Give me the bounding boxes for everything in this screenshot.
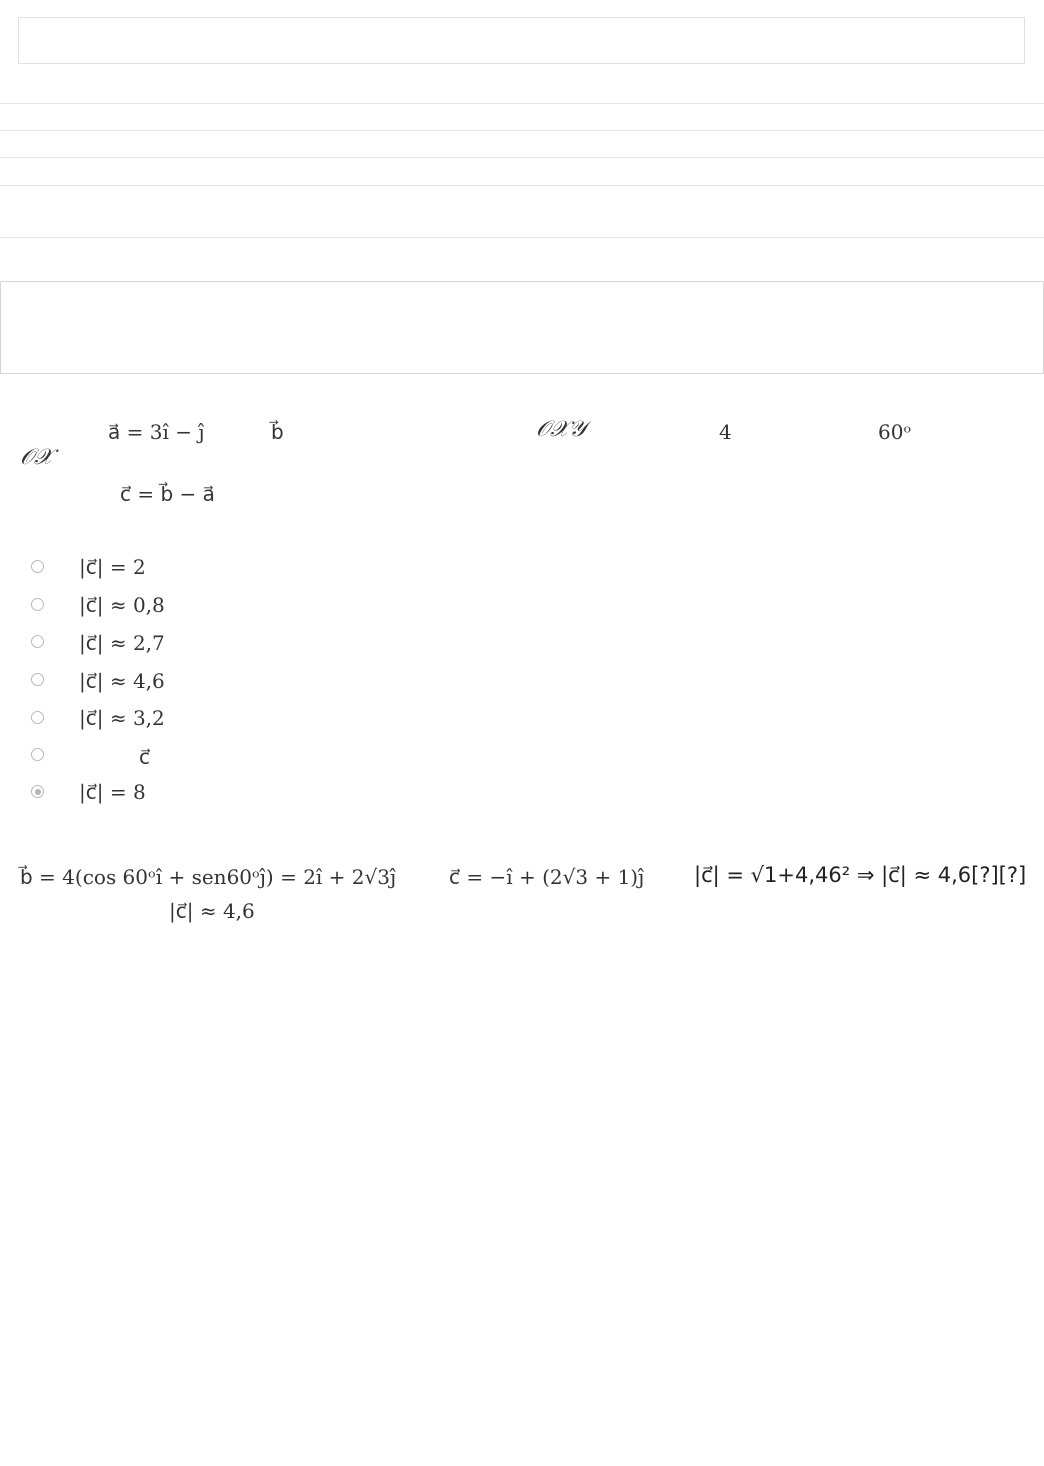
vector-b-symbol: b⃗ (271, 420, 284, 444)
option-label[interactable]: |c⃗| ≈ 4,6 (79, 669, 165, 693)
option-radio[interactable] (31, 711, 44, 724)
b-expression: b⃗ = 4(cos 60ᵒî + sen60ᵒĵ) = 2î + 2√3ĵ (20, 865, 397, 889)
vector-a-expression: a⃗ = 3î − ĵ (108, 420, 205, 444)
option-radio[interactable] (31, 560, 44, 573)
option-radio-selected[interactable] (31, 785, 44, 798)
angle-value: 60ᵒ (878, 420, 912, 444)
divider (0, 103, 1044, 104)
option-label[interactable]: |c⃗| = 8 (79, 780, 146, 804)
option-label[interactable]: c⃗ (139, 745, 150, 769)
option-label[interactable]: |c⃗| ≈ 2,7 (79, 631, 165, 655)
divider (0, 185, 1044, 186)
option-radio[interactable] (31, 748, 44, 761)
option-label[interactable]: |c⃗| ≈ 3,2 (79, 706, 165, 730)
c-expression: c⃗ = −î + (2√3 + 1)ĵ (449, 865, 645, 889)
axis-symbol: 𝒪𝒳 (20, 445, 53, 470)
divider (0, 157, 1044, 158)
option-radio[interactable] (31, 673, 44, 686)
vector-c-definition: c⃗ = b⃗ − a⃗ (120, 482, 215, 506)
option-label[interactable]: |c⃗| = 2 (79, 555, 146, 579)
divider (0, 237, 1044, 238)
result-expression: |c⃗| ≈ 4,6 (169, 899, 255, 923)
option-label[interactable]: |c⃗| ≈ 0,8 (79, 593, 165, 617)
top-input-box (18, 17, 1025, 64)
option-radio[interactable] (31, 598, 44, 611)
header-panel (0, 281, 1044, 374)
magnitude-expression: |c⃗| = √1+4,46² ⇒ |c⃗| ≈ 4,6[?][?] (694, 863, 1027, 887)
plane-symbol: 𝒪𝒳𝒴 (536, 417, 587, 442)
magnitude-value: 4 (719, 420, 732, 444)
divider (0, 130, 1044, 131)
option-radio[interactable] (31, 635, 44, 648)
